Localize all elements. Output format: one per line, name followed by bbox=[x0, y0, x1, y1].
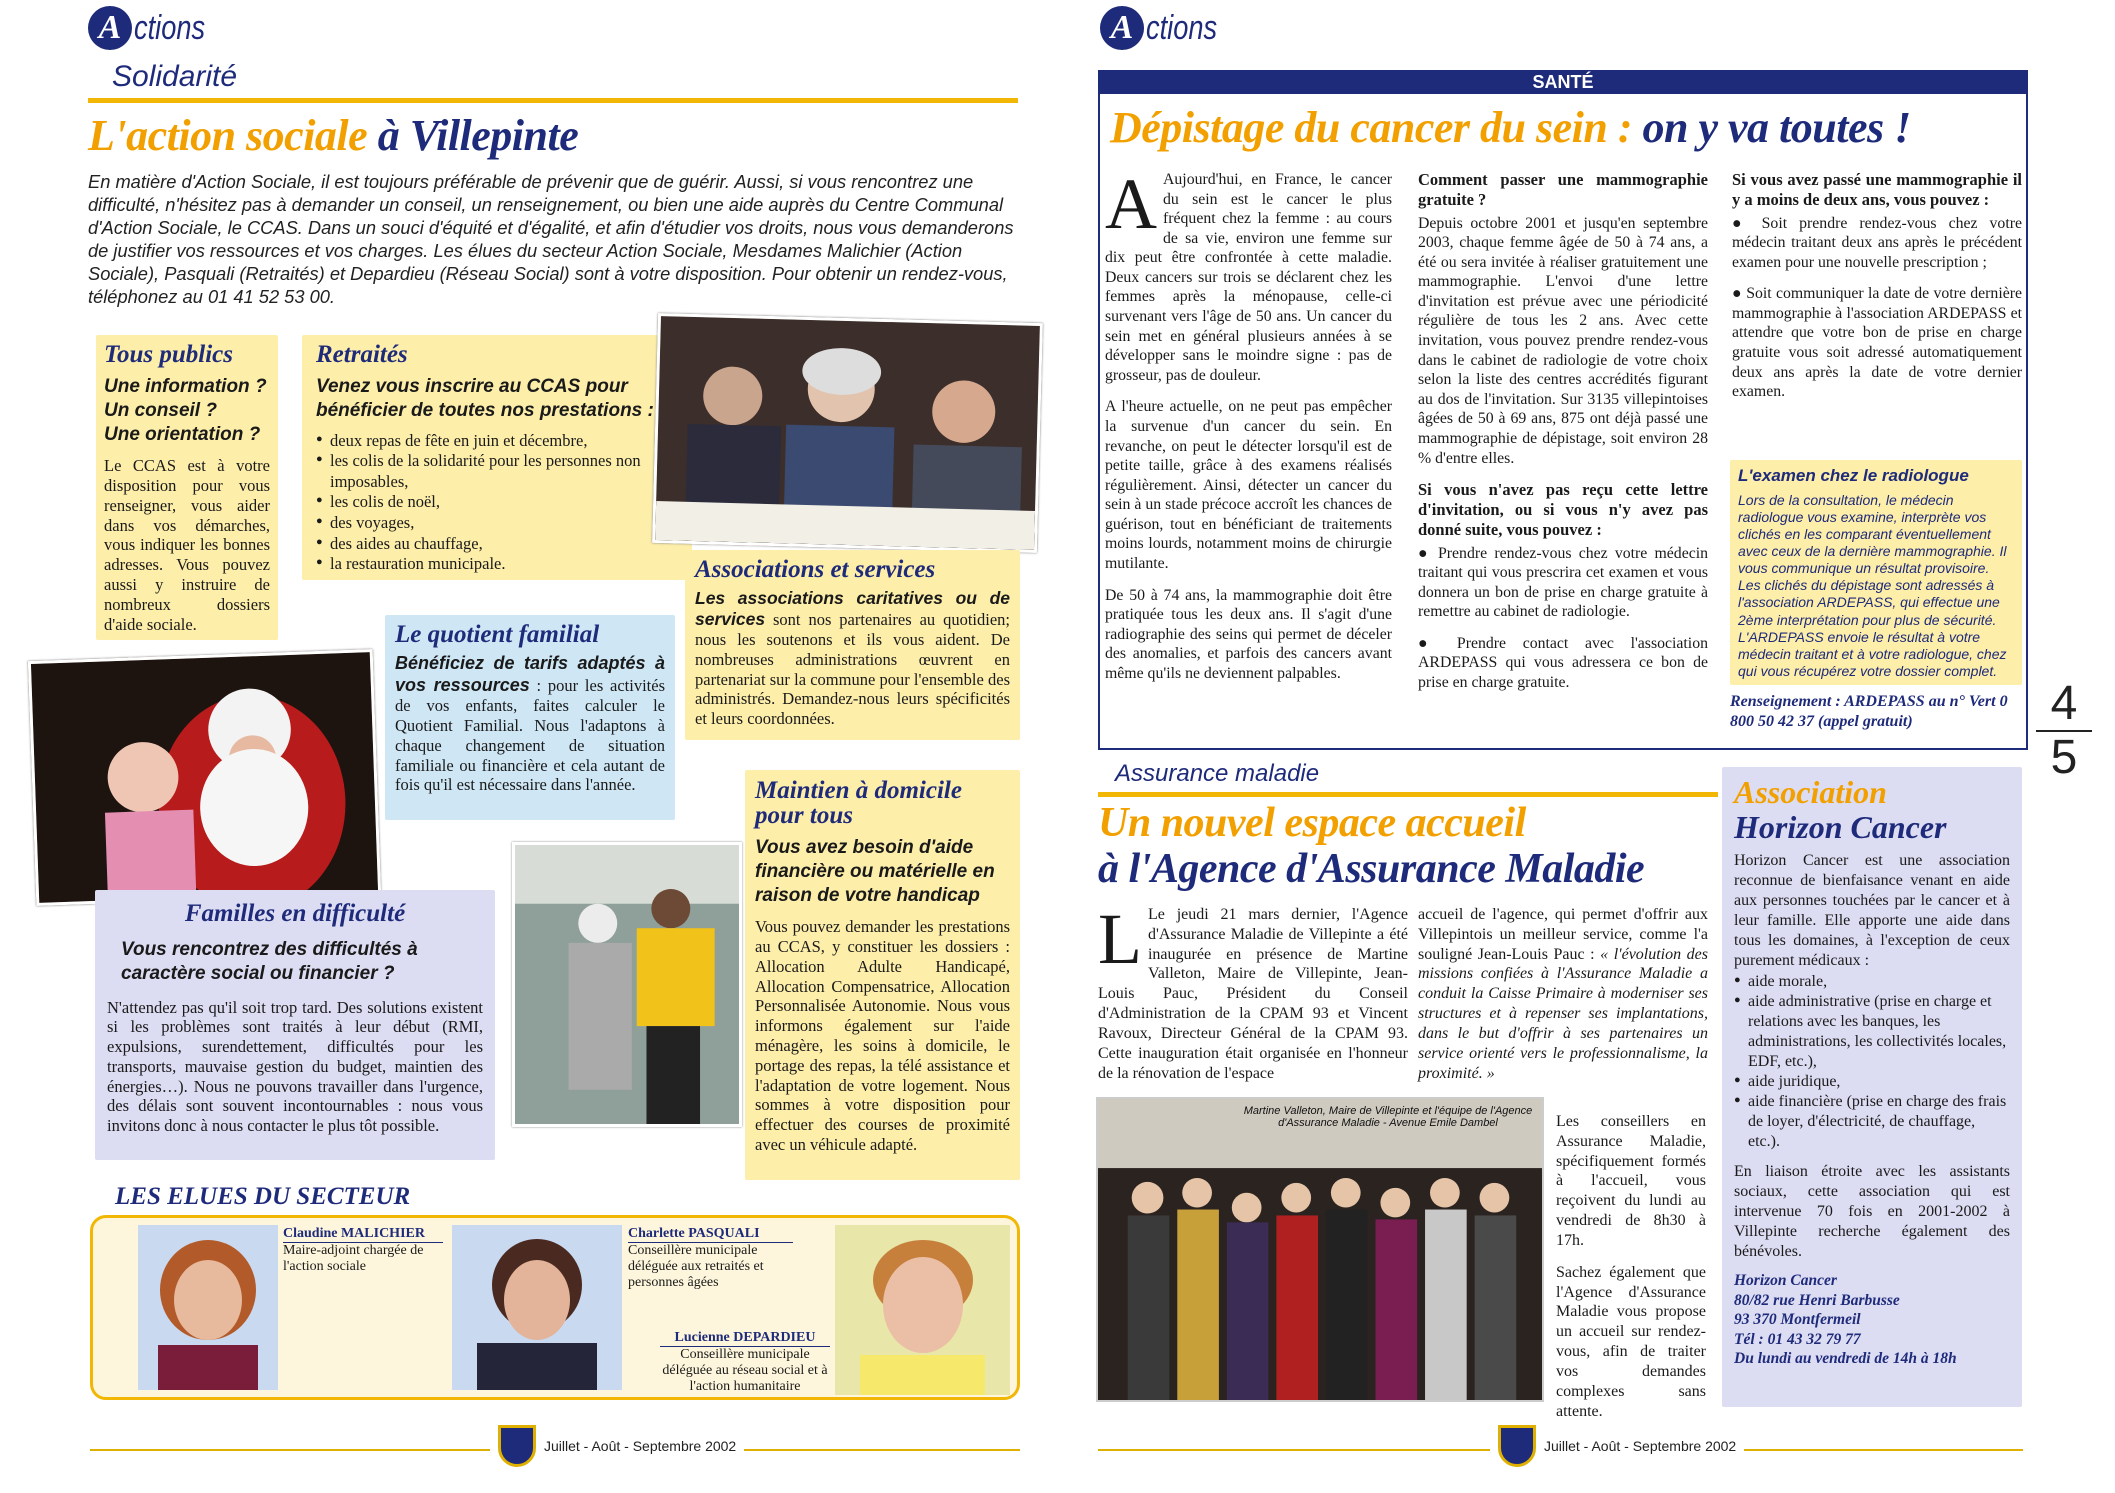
actions-initial: A bbox=[88, 6, 132, 50]
crest-icon bbox=[498, 1425, 536, 1467]
sante-banner: SANTÉ bbox=[1098, 70, 2028, 94]
sante-col2 bbox=[1418, 170, 1708, 705]
col2-heading1: Comment passer une mammographie gratuite ? bbox=[1418, 170, 1708, 209]
elue-name: Claudine MALICHIER bbox=[283, 1226, 443, 1243]
title2-part1: Un nouvel espace accueil bbox=[1098, 800, 1526, 846]
list-item: ● les colis de la solidarité pour les personnes non imposables, bbox=[316, 451, 678, 492]
list-item: ● des voyages, bbox=[316, 513, 678, 534]
elue-role: Maire-adjoint chargée de l'action sociale bbox=[283, 1243, 424, 1275]
title-part1: L'action sociale bbox=[88, 111, 368, 160]
bullet-text: Prendre rendez-vous chez votre médecin traitant qui vous prescrira cet examen et vous donnera un bon de prise en charge gratuite à remettre au cabinet de radiologie. bbox=[1418, 544, 1709, 621]
photo-maintien bbox=[512, 842, 742, 1127]
quotient-text bbox=[395, 653, 665, 795]
box-familles-difficulte bbox=[95, 890, 495, 1160]
tous-publics-text: Le CCAS est à votre disposition pour vous renseigner, vous aider dans vos démarches, vous indiquer les bonnes adresses. Vous pouvez aussi y instruire de nombreux dossiers d'aide sociale. bbox=[104, 456, 270, 634]
hc-title1: Association bbox=[1734, 774, 1887, 810]
col3-bullet1: ● Soit prendre rendez-vous chez votre médecin traitant deux ans après le précédent examen pour une nouvelle prescription ; bbox=[1732, 214, 2022, 271]
section-logo-left bbox=[88, 6, 223, 50]
list-item: ● aide juridique, bbox=[1734, 1072, 2010, 1092]
maintien-sub: Vous avez besoin d'aide financière ou matérielle en raison de votre handicap bbox=[755, 837, 995, 906]
footer-right bbox=[1490, 1425, 1744, 1467]
box-radiologue bbox=[1730, 460, 2022, 685]
am-col2 bbox=[1418, 905, 1708, 1083]
box-tous-publics bbox=[96, 335, 278, 640]
col2-bullet2: ● Prendre contact avec l'association ARDEPASS qui vous adressera ce bon de prise en charge gratuite. bbox=[1418, 634, 1708, 691]
radiologue-title: L'examen chez le radiologue bbox=[1738, 466, 1969, 485]
hc-intro: Horizon Cancer est une association reconnue de bienfaisance venant en aide aux personnes touchées par le cancer et à leur famille. Elle apporte une aide dans tous les domaines, à l'exception de ceux purement médicaux : bbox=[1734, 852, 2010, 969]
elues-heading: LES ELUES DU SECTEUR bbox=[115, 1183, 411, 1210]
elue-role: Conseillère municipale déléguée aux retraités et personnes âgées bbox=[628, 1243, 764, 1291]
am-col3-p2: Sachez également que l'Agence d'Assurance Maladie vous propose un accueil sur rendez-vous, afin de traiter vos demandes complexes sans attente. bbox=[1556, 1263, 1706, 1420]
associations-title: Associations et services bbox=[695, 556, 936, 583]
box-quotient-familial bbox=[385, 615, 675, 820]
page-number bbox=[2036, 677, 2092, 784]
tous-publics-title: Tous publics bbox=[104, 341, 233, 368]
page-title-left bbox=[88, 110, 578, 161]
retraites-sub: Venez vous inscrire au CCAS pour bénéficier de toutes nos prestations : bbox=[316, 376, 654, 421]
actions-label: ctions bbox=[134, 8, 206, 47]
actions-label: ctions bbox=[1146, 8, 1218, 47]
dropcap: L bbox=[1098, 899, 1142, 979]
portrait-pasquali bbox=[452, 1225, 622, 1390]
col1-p3: De 50 à 74 ans, la mammographie doit être pratiquée tous les deux ans. Il s'agit d'une radiographie des seins qui permet de déceler des anomalies, et parfois des cancers avant même qu'ils ne deviennent palpables. bbox=[1105, 586, 1392, 682]
col2-p1: Depuis octobre 2001 et jusqu'en septembre 2003, chaque femme âgée de 50 à 74 ans, a été ou sera invitée à réaliser gratuitement une mammographie. L'envoi d'une lettre d'invitation est prévue avec une périodicité régulière de tous les 2 ans. Avec cette invitation, vous pouvez prendre rendez-vous dans le cabinet de radiologie de votre choix selon la liste des centres accrédités figurant au dos de l'invitation. Sur 3135 villepintoises âgées de 50 à 69 ans, 875 ont déjà passé une mammographie de dépistage, soit environ 28 % d'entre elles. bbox=[1418, 214, 1708, 467]
footer-date-right: Juillet - Août - Septembre 2002 bbox=[1544, 1438, 1737, 1454]
am-col3-p1: Les conseillers en Assurance Maladie, spécifiquement formés à l'accueil, vous reçoivent du lundi au vendredi de 8h30 à 17h. bbox=[1556, 1113, 1706, 1249]
photo-santa bbox=[28, 649, 381, 906]
actions-initial: A bbox=[1100, 6, 1144, 50]
familles-title: Familles en difficulté bbox=[184, 900, 406, 927]
col1-p1: Aujourd'hui, en France, le cancer du sein est le cancer le plus fréquent chez la femme : au cours de sa vie, environ une femme sur dix peut être confrontée à cette maladie. Deux cancers sur trois se déclarent chez les femmes après la ménopause, celle-ci survenant vers l'âge de 50 ans. Un cancer du sein met en général plusieurs années à se développer sans le moindre signe : pas de grosseur, pas de douleur. bbox=[1105, 171, 1392, 384]
bullet-text: Soit prendre rendez-vous chez votre médecin traitant deux ans après le précédent examen pour une nouvelle prescription ; bbox=[1732, 214, 2022, 271]
sante-col1 bbox=[1105, 164, 1392, 695]
portrait-depardieu bbox=[835, 1225, 1010, 1395]
am-col2-text: accueil de l'agence, qui permet d'offrir aux Villepintois un meilleur service, comme l'a souligné Jean-Louis Pauc : bbox=[1418, 906, 1708, 963]
sante-col3 bbox=[1732, 170, 2022, 414]
page-number-4: 4 bbox=[2050, 677, 2078, 730]
renseignement: Renseignement : ARDEPASS au n° Vert 0 800 50 42 37 (appel gratuit) bbox=[1730, 693, 2008, 730]
familles-text: N'attendez pas qu'il soit trop tard. Des solutions existent si les problèmes sont traités à leur début (RMI, expulsions, surendettement, difficultés pour les transports, mauvaise gestion du budget, maintien des énergies…). Nous ne pouvons travailler dans l'urgence, des délais sont souvent incontournables : nous vous invitons donc à nous contacter le plus tôt possible. bbox=[107, 997, 483, 1136]
photo-seniors bbox=[652, 313, 1043, 553]
page-title-right bbox=[1110, 102, 1911, 153]
am-col1 bbox=[1098, 899, 1408, 1083]
rubric-assurance: Assurance maladie bbox=[1115, 760, 1320, 787]
portrait-malichier bbox=[138, 1225, 278, 1390]
dropcap: A bbox=[1105, 164, 1157, 244]
photo-agence bbox=[1096, 1097, 1544, 1402]
footer-date-left: Juillet - Août - Septembre 2002 bbox=[544, 1438, 737, 1454]
elue-name: Lucienne DEPARDIEU bbox=[660, 1330, 830, 1347]
familles-sub: Vous rencontrez des difficultés à caractère social ou financier ? bbox=[121, 939, 418, 984]
section-logo-right bbox=[1100, 6, 1235, 50]
hc-contact-line: 80/82 rue Henri Barbusse bbox=[1734, 1291, 1900, 1309]
tous-publics-sub: Une information ? Un conseil ? Une orientation ? bbox=[104, 376, 267, 445]
col3-heading: Si vous avez passé une mammographie il y a moins de deux ans, vous pouvez : bbox=[1732, 170, 2022, 209]
list-item: ● aide morale, bbox=[1734, 972, 2010, 992]
bullet-text: Soit communiquer la date de votre dernière mammographie à l'association ARDEPASS et attendre que votre bon de prise en charge gratuite vous soit adressé automatiquement deux ans après la date de votre dernier examen. bbox=[1732, 285, 2022, 401]
am-col1-text: Le jeudi 21 mars dernier, l'Agence d'Assurance Maladie de Villepinte a été inaugurée en présence de Martine Valleton, Maire de Villepinte, Jean-Louis Pauc, Président du Conseil d'Administration de la CPAM 93 et Vincent Ravoux, Directeur Général de la CPAM 93. Cette inauguration était organisée en l'honneur de la rénovation de l'espace bbox=[1098, 906, 1408, 1082]
hc-text: En liaison étroite avec les assistants sociaux, cette association qui est intervenue 70 fois en 2001-2002 à Villepinte recherche également des bénévoles. bbox=[1734, 1163, 2010, 1260]
elue-1 bbox=[283, 1226, 443, 1275]
hc-list bbox=[1734, 972, 2010, 1152]
box-horizon-cancer bbox=[1722, 767, 2022, 1407]
title-assurance bbox=[1098, 800, 1644, 892]
col1-p2: A l'heure actuelle, on ne peut pas empêcher la survenue d'un cancer du sein. En revanche, on peut le détecter lorsqu'il est de petite taille, grâce à des examens réalisés régulièrement. Ainsi, détecter un cancer du sein à un stade précoce accroît les chances de guérison, tout en bénéficiant de traitements moins lourds, notamment moins de chirurgie mutilante. bbox=[1105, 398, 1392, 572]
hc-contact bbox=[1734, 1271, 2010, 1368]
rule-assurance bbox=[1098, 792, 1718, 797]
elue-3 bbox=[660, 1330, 830, 1395]
list-item: ● deux repas de fête en juin et décembre, bbox=[316, 431, 678, 452]
am-col2-quote: « l'évolution des missions confiées à l'Assurance Maladie a conduit la Caisse Primaire à moderniser ses structures et à repenser ses implantations, dans le but d'offrir à ses partenaires un service orienté vers le professionnalisme, la proximité. » bbox=[1418, 945, 1709, 1082]
crest-icon bbox=[1498, 1425, 1536, 1467]
footer-left bbox=[490, 1425, 744, 1467]
title-part2: on y va toutes ! bbox=[1642, 103, 1911, 152]
hc-contact-line: Du lundi au vendredi de 14h à 18h bbox=[1734, 1349, 1957, 1367]
list-item: ● la restauration municipale. bbox=[316, 554, 678, 575]
intro-paragraph: En matière d'Action Sociale, il est toujours préférable de prévenir que de guérir. Aussi, si vous rencontrez une difficulté, n'hésitez pas à demander un conseil, un renseignement, ou bien une aide auprès du Centre Communal d'Action Sociale, le CCAS. Dans un souci d'équité et d'égalité, et afin d'étudier vos droits, nous vous demanderons de justifier vos ressources et vos charges. Les élues du secteur Action Sociale, Mesdames Malichier (Action Sociale), Pasquali (Retraités) et Depardieu (Réseau Social) sont à votre disposition. Pour obtenir un rendez-vous, téléphonez au 01 41 52 53 00. bbox=[88, 171, 1014, 308]
elue-2 bbox=[628, 1226, 793, 1291]
bullet-text: Prendre contact avec l'association ARDEPASS qui vous adressera ce bon de prise en charge gratuite. bbox=[1418, 634, 1708, 691]
list-item: ● les colis de noël, bbox=[316, 492, 678, 513]
am-col3 bbox=[1556, 1112, 1706, 1433]
maintien-title: Maintien à domicile pour tous bbox=[755, 777, 962, 829]
col2-bullet1: ● Prendre rendez-vous chez votre médecin traitant qui vous prescrira cet examen et vous donnera un bon de prise en charge gratuite à remettre au cabinet de radiologie. bbox=[1418, 544, 1709, 621]
quotient-body: : pour les activités de vos enfants, faites calculer le Quotient Familial. Nous l'adaptons à chaque changement de situation familiale ou financière et cela autant de fois qu'il est nécessaire dans l'année. bbox=[395, 675, 665, 795]
retraites-title: Retraités bbox=[316, 341, 408, 368]
retraites-list bbox=[316, 431, 678, 575]
rubric-solidarite: Solidarité bbox=[112, 60, 238, 93]
associations-body: sont nos partenaires au quotidien; nous les soutenons et ils vous aident. De nombreuses administrations œuvrent en partenariat sur la commune pour l'ensemble des administrés. Demandez-nous leurs spécificités et leurs coordonnées. bbox=[695, 610, 1010, 729]
elue-name: Charlette PASQUALI bbox=[628, 1226, 793, 1243]
box-maintien-domicile bbox=[745, 770, 1020, 1180]
list-item: ● aide administrative (prise en charge et relations avec les banques, les administrations, les collectivités locales, EDF, etc.), bbox=[1734, 992, 2010, 1072]
elue-role: Conseillère municipale déléguée au réseau social et à l'action humanitaire bbox=[662, 1347, 828, 1395]
maintien-text: Vous pouvez demander les prestations au CCAS, y constituer les dossiers : Allocation Adulte Handicapé, Allocation Compensatrice, Allocation Personnalisée Autonomie. Nous vous informons également sur l'aide ménagère, les soins à domicile, le portage des repas, la télé assistance et l'adaptation de votre logement. Nous sommes à votre disposition pour effectuer des courses de proximité avec un véhicule adapté. bbox=[755, 917, 1010, 1155]
hc-title2: Horizon Cancer bbox=[1734, 809, 1947, 846]
title2-part2: à l'Agence d'Assurance Maladie bbox=[1098, 846, 1645, 893]
photo-caption: Martine Valleton, Maire de Villepinte et l'équipe de l'Agence d'Assurance Maladie - Avenue Emile Dambel bbox=[1243, 1105, 1533, 1130]
col2-heading2: Si vous n'avez pas reçu cette lettre d'invitation, ou si vous n'y avez pas donné suite, vous pouvez : bbox=[1418, 480, 1708, 539]
page-number-5: 5 bbox=[2050, 731, 2078, 784]
quotient-title: Le quotient familial bbox=[395, 621, 600, 648]
associations-lead: Les associations caritatives ou de services bbox=[695, 588, 1010, 629]
title-part2: à Villepinte bbox=[377, 111, 579, 160]
list-item: ● aide financière (prise en charge des frais de loyer, d'électricité, de chauffage, etc.). bbox=[1734, 1092, 2010, 1152]
col3-bullet2: ● Soit communiquer la date de votre dernière mammographie à l'association ARDEPASS et attendre que votre bon de prise en charge gratuite vous soit adressé automatiquement deux ans après la date de votre dernier examen. bbox=[1732, 285, 2022, 401]
title-part1: Dépistage du cancer du sein : bbox=[1110, 103, 1633, 152]
box-retraites bbox=[302, 335, 692, 580]
associations-text bbox=[695, 588, 1010, 729]
list-item: ● des aides au chauffage, bbox=[316, 534, 678, 555]
hc-contact-line: Horizon Cancer bbox=[1734, 1272, 1837, 1290]
box-associations bbox=[685, 550, 1020, 740]
quotient-lead: Bénéficiez de tarifs adaptés à vos ressources bbox=[395, 653, 665, 695]
radiologue-text: Lors de la consultation, le médecin radiologue vous examine, interprète vos clichés en les comparant éventuellement avec ceux de la dernière mammographie. Il vous communique un résultat provisoire. Les clichés du dépistage sont adressés à l'association ARDEPASS, qui effectue une 2ème interprétation pour plus de sécurité. L'ARDEPASS envoie le résultat à votre médecin traitant et à votre radiologue, chez qui vous récupérez votre dossier complet. bbox=[1738, 492, 2007, 679]
hc-contact-line: 93 370 Montfermeil bbox=[1734, 1311, 1861, 1329]
hc-contact-line: Tél : 01 43 32 79 77 bbox=[1734, 1330, 1861, 1348]
top-rule-left bbox=[88, 98, 1018, 103]
